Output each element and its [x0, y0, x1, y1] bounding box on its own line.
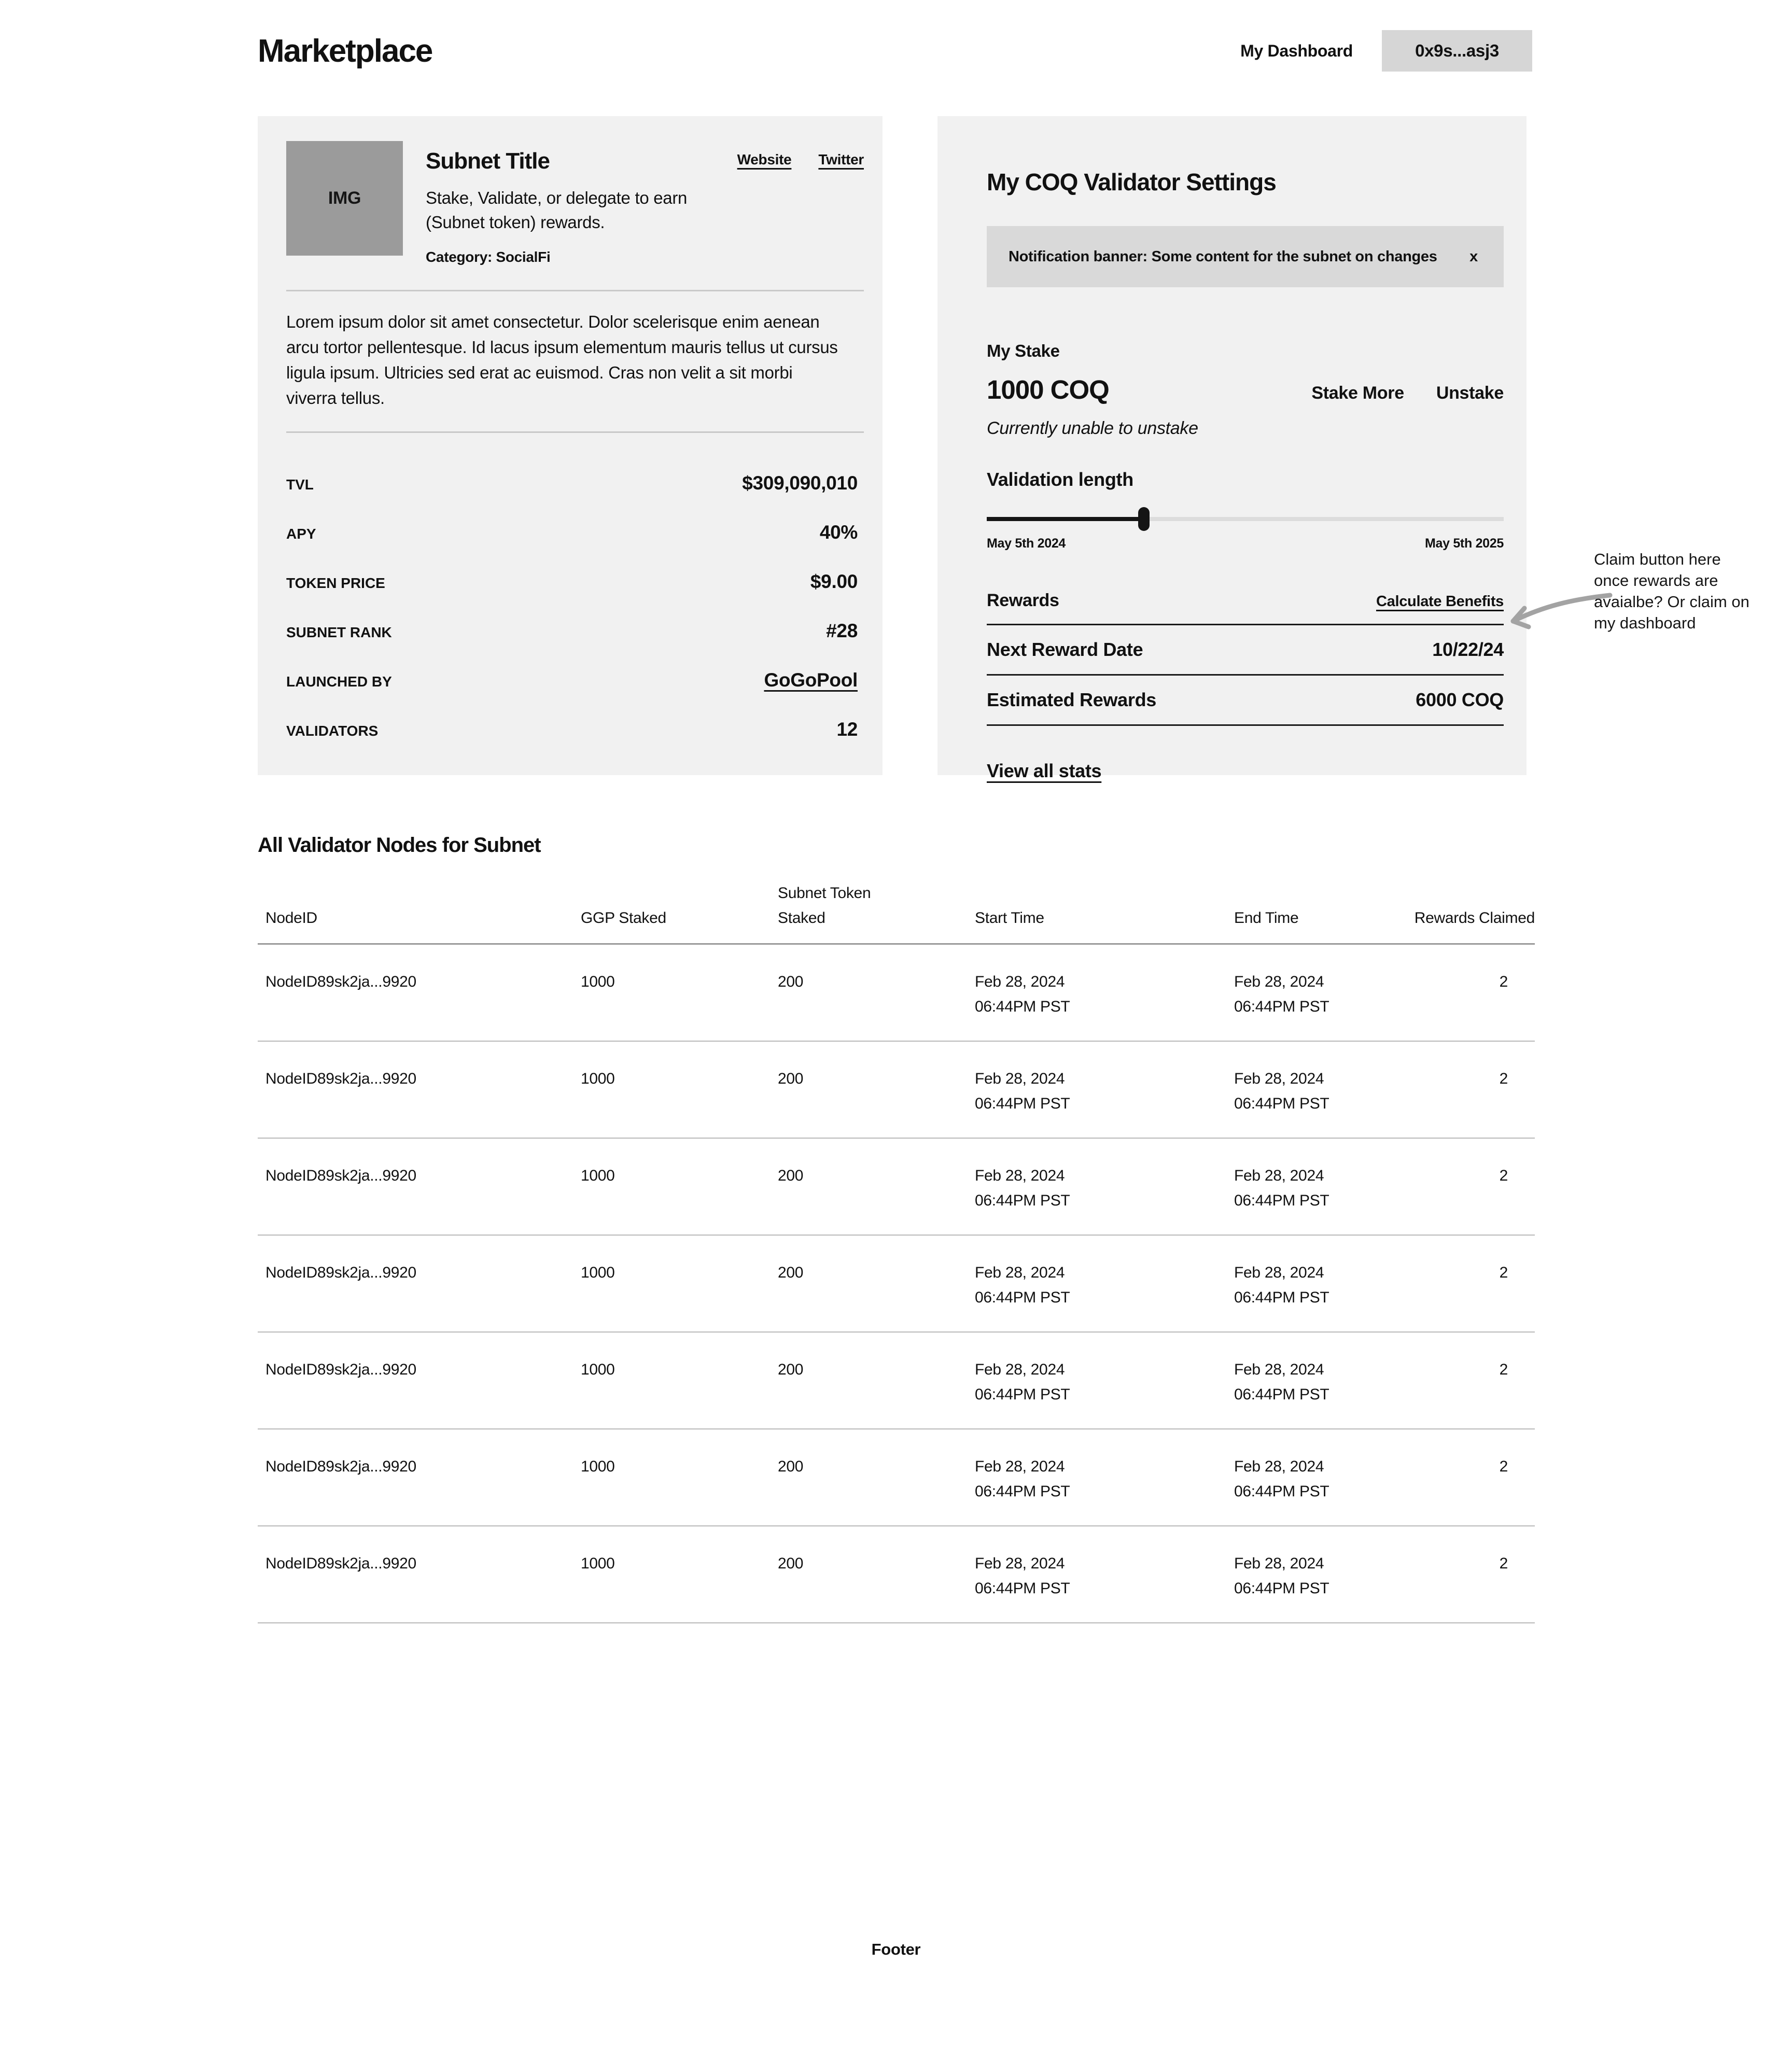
column-header-start-time: Start Time: [975, 909, 1044, 927]
estimated-rewards-value: 6000 COQ: [1416, 689, 1504, 710]
start-date: Feb 28, 2024: [975, 1167, 1065, 1184]
cell-rewards-claimed: 2: [1499, 1458, 1508, 1475]
stake-actions: [1311, 383, 1504, 403]
cell-subnet-token-staked: 200: [778, 1458, 804, 1475]
calculate-benefits-link[interactable]: Calculate Benefits: [1376, 593, 1504, 610]
cell-node-id: NodeID89sk2ja...9920: [265, 1070, 416, 1087]
end-date: Feb 28, 2024: [1234, 973, 1324, 990]
stat-label: VALIDATORS: [286, 723, 379, 739]
subnet-stats: [286, 472, 864, 740]
cell-rewards-claimed: 2: [1499, 1264, 1508, 1281]
start-date: Feb 28, 2024: [975, 1264, 1065, 1281]
rewards-label: Rewards: [987, 591, 1059, 610]
start-time: 06:44PM PST: [975, 1192, 1070, 1209]
stat-value: $9.00: [810, 571, 858, 592]
column-header-end-time: End Time: [1234, 909, 1299, 927]
start-time: 06:44PM PST: [975, 1095, 1070, 1112]
cell-rewards-claimed: 2: [1499, 1167, 1508, 1184]
stat-row-token-price: [286, 571, 858, 593]
validator-settings-card: [937, 116, 1527, 781]
stat-row-validators: [286, 719, 858, 740]
slider-fill: [987, 517, 1144, 521]
table-row: [258, 1042, 1535, 1139]
next-reward-row: [987, 625, 1504, 674]
end-time: 06:44PM PST: [1234, 1289, 1329, 1306]
cell-node-id: NodeID89sk2ja...9920: [265, 1264, 416, 1281]
header-nav: [1240, 30, 1532, 72]
column-header-nodeid: NodeID: [265, 909, 317, 927]
start-date: Feb 28, 2024: [975, 1070, 1065, 1087]
table-row: [258, 1139, 1535, 1236]
end-date: Feb 28, 2024: [1234, 1070, 1324, 1087]
header: [258, 30, 1532, 72]
subnet-card: [258, 116, 883, 775]
column-header-rewards-claimed: Rewards Claimed: [1414, 909, 1535, 927]
cell-rewards-claimed: 2: [1499, 1070, 1508, 1087]
estimated-rewards-row: [987, 676, 1504, 724]
validation-length-label: Validation length: [987, 469, 1133, 490]
end-date: Feb 28, 2024: [1234, 1167, 1324, 1184]
cell-ggp-staked: 1000: [581, 1361, 615, 1378]
slider-thumb[interactable]: [1138, 507, 1150, 531]
stat-row-tvl: [286, 472, 858, 494]
subnet-links: [737, 151, 864, 265]
start-time: 06:44PM PST: [975, 1483, 1070, 1500]
claim-annotation: [1594, 549, 1765, 634]
end-date: Feb 28, 2024: [1234, 1264, 1324, 1281]
banner-close-icon[interactable]: x: [1469, 248, 1478, 265]
end-date: Feb 28, 2024: [1234, 1555, 1324, 1572]
subnet-tagline: Stake, Validate, or delegate to earn (Subnet token) rewards.: [426, 188, 688, 232]
cell-ggp-staked: 1000: [581, 1070, 615, 1087]
end-time: 06:44PM PST: [1234, 1483, 1329, 1500]
table-header-row: [258, 881, 1535, 945]
subnet-info: [426, 141, 695, 265]
unstake-button[interactable]: Unstake: [1436, 383, 1504, 403]
end-time: 06:44PM PST: [1234, 1095, 1329, 1112]
subnet-description: Lorem ipsum dolor sit amet consectetur. Dolor scelerisque enim aenean arcu tortor pellentesque. Id lacus ipsum elementum mauris tellus ut cursus ligula ipsum. Ultricies sed erat ac euismod. Cras non velit a sit morbi viverra tellus.: [286, 312, 838, 408]
cell-ggp-staked: 1000: [581, 1458, 615, 1475]
cell-start-time: [967, 970, 1226, 1019]
cell-ggp-staked: 1000: [581, 1264, 615, 1281]
cell-node-id: NodeID89sk2ja...9920: [265, 1361, 416, 1378]
table-row: [258, 1429, 1535, 1526]
estimated-rewards-label: Estimated Rewards: [987, 689, 1157, 710]
cell-end-time: [1226, 970, 1403, 1019]
cell-subnet-token-staked: 200: [778, 1555, 804, 1572]
stat-row-apy: [286, 522, 858, 543]
column-header-subnet-token-staked: Subnet Token Staked: [778, 885, 871, 927]
page-title: Marketplace: [258, 33, 432, 69]
cell-start-time: [967, 1163, 1226, 1213]
table-body: [258, 945, 1535, 1623]
stat-label: SUBNET RANK: [286, 624, 392, 640]
cell-end-time: [1226, 1163, 1403, 1213]
cell-node-id: NodeID89sk2ja...9920: [265, 1458, 416, 1475]
my-stake-label: My Stake: [987, 341, 1060, 360]
stat-label: TOKEN PRICE: [286, 575, 385, 591]
slider-date-labels: [987, 536, 1504, 551]
stat-row-subnet-rank: [286, 620, 858, 642]
cell-subnet-token-staked: 200: [778, 1361, 804, 1378]
view-all-stats-link[interactable]: View all stats: [987, 760, 1102, 781]
stat-value: #28: [826, 620, 858, 641]
stat-value: $309,090,010: [742, 472, 858, 494]
validator-settings-title: My COQ Validator Settings: [987, 169, 1276, 195]
start-time: 06:44PM PST: [975, 1386, 1070, 1403]
stake-more-button[interactable]: Stake More: [1311, 383, 1404, 403]
next-reward-value: 10/22/24: [1432, 639, 1504, 660]
wallet-address-button[interactable]: 0x9s...asj3: [1382, 30, 1532, 72]
cell-start-time: [967, 1260, 1226, 1310]
annotation-line: Claim button here: [1594, 550, 1721, 568]
validator-nodes-section: [258, 834, 1535, 1623]
launched-by-link[interactable]: GoGoPool: [764, 669, 858, 691]
cell-end-time: [1226, 1551, 1403, 1601]
rewards-header: [987, 591, 1504, 611]
twitter-link[interactable]: Twitter: [818, 151, 864, 167]
notification-banner-text: Notification banner: Some content for the subnet on changes: [1009, 248, 1437, 265]
cell-end-time: [1226, 1260, 1403, 1310]
subnet-divider-top: [286, 290, 864, 291]
stat-value: 12: [836, 719, 858, 740]
website-link[interactable]: Website: [737, 151, 792, 167]
column-header-ggp-staked: GGP Staked: [581, 909, 666, 927]
footer-label: Footer: [871, 1940, 921, 1958]
subnet-category: Category: SocialFi: [426, 249, 551, 265]
slider-end-date: May 5th 2025: [1424, 536, 1504, 551]
start-time: 06:44PM PST: [975, 998, 1070, 1015]
table-row: [258, 1333, 1535, 1429]
subnet-image-placeholder: IMG: [286, 141, 403, 256]
start-time: 06:44PM PST: [975, 1289, 1070, 1306]
subnet-title: Subnet Title: [426, 148, 550, 174]
stat-label: APY: [286, 526, 316, 542]
stat-row-launched-by: [286, 669, 858, 691]
end-time: 06:44PM PST: [1234, 1386, 1329, 1403]
table-title: All Validator Nodes for Subnet: [258, 834, 541, 857]
cell-subnet-token-staked: 200: [778, 1070, 804, 1087]
end-date: Feb 28, 2024: [1234, 1458, 1324, 1475]
table-row: [258, 1526, 1535, 1623]
notification-banner: [987, 226, 1504, 287]
cell-ggp-staked: 1000: [581, 1555, 615, 1572]
table-row: [258, 1236, 1535, 1333]
cell-ggp-staked: 1000: [581, 1167, 615, 1184]
cell-start-time: [967, 1551, 1226, 1601]
stake-amount: 1000 COQ: [987, 375, 1109, 404]
end-time: 06:44PM PST: [1234, 998, 1329, 1015]
cards-row: [258, 116, 1527, 781]
cell-end-time: [1226, 1067, 1403, 1116]
start-time: 06:44PM PST: [975, 1580, 1070, 1597]
start-date: Feb 28, 2024: [975, 973, 1065, 990]
start-date: Feb 28, 2024: [975, 1458, 1065, 1475]
cell-rewards-claimed: 2: [1499, 1555, 1508, 1572]
annotation-line: once rewards are: [1594, 571, 1718, 590]
cell-rewards-claimed: 2: [1499, 973, 1508, 990]
cell-subnet-token-staked: 200: [778, 973, 804, 990]
cell-end-time: [1226, 1454, 1403, 1504]
start-date: Feb 28, 2024: [975, 1555, 1065, 1572]
validation-length-slider[interactable]: [987, 507, 1504, 531]
unstake-note: Currently unable to unstake: [987, 418, 1198, 438]
stake-row: [987, 374, 1504, 405]
cell-node-id: NodeID89sk2ja...9920: [265, 1555, 416, 1572]
cell-start-time: [967, 1357, 1226, 1407]
cell-subnet-token-staked: 200: [778, 1264, 804, 1281]
table-row: [258, 945, 1535, 1042]
end-time: 06:44PM PST: [1234, 1192, 1329, 1209]
cell-start-time: [967, 1454, 1226, 1504]
stat-label: LAUNCHED BY: [286, 674, 392, 690]
cell-end-time: [1226, 1357, 1403, 1407]
cell-start-time: [967, 1067, 1226, 1116]
rewards-divider-3: [987, 724, 1504, 726]
annotation-line: avaialbe? Or claim on: [1594, 593, 1749, 611]
cell-node-id: NodeID89sk2ja...9920: [265, 973, 416, 990]
cell-node-id: NodeID89sk2ja...9920: [265, 1167, 416, 1184]
subnet-divider-bottom: [286, 431, 864, 433]
end-date: Feb 28, 2024: [1234, 1361, 1324, 1378]
annotation-line: my dashboard: [1594, 614, 1696, 632]
slider-start-date: May 5th 2024: [987, 536, 1066, 551]
next-reward-label: Next Reward Date: [987, 639, 1143, 660]
stat-value: 40%: [819, 522, 858, 543]
subnet-card-header: [286, 141, 864, 265]
stat-label: TVL: [286, 476, 314, 493]
nav-my-dashboard[interactable]: My Dashboard: [1240, 41, 1353, 60]
start-date: Feb 28, 2024: [975, 1361, 1065, 1378]
cell-rewards-claimed: 2: [1499, 1361, 1508, 1378]
cell-subnet-token-staked: 200: [778, 1167, 804, 1184]
cell-ggp-staked: 1000: [581, 973, 615, 990]
end-time: 06:44PM PST: [1234, 1580, 1329, 1597]
